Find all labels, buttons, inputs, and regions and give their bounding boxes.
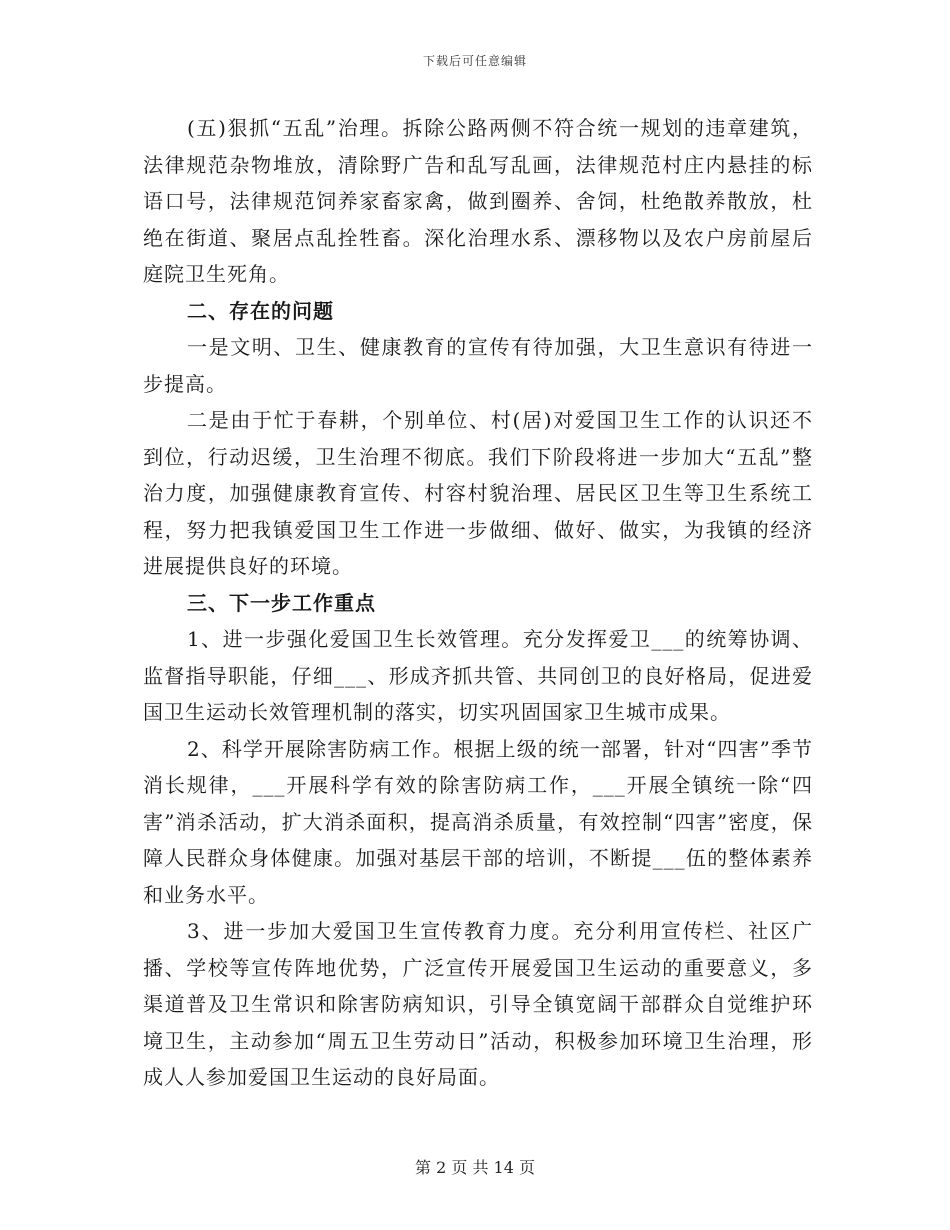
- paragraph-problem-2: 二是由于忙于春耕，个别单位、村(居)对爱国卫生工作的认识还不到位，行动迟缓，卫生治理不彻底。我们下阶段将进一步加大“五乱”整治力度，加强健康教育宣传、村容村貌治理、居民区卫生等卫生系统工程，努力把我镇爱国卫生工作进一步做细、做好、做实，为我镇的经济进展提供良好的环境。: [143, 408, 813, 578]
- document-body: [143, 110, 813, 1096]
- paragraph-problem-1: 一是文明、卫生、健康教育的宣传有待加强，大卫生意识有待进一步提高。: [143, 335, 813, 396]
- paragraph-wuluan-governance: (五)狠抓“五乱”治理。拆除公路两侧不符合统一规划的违章建筑，法律规范杂物堆放，清除野广告和乱写乱画，法律规范村庄内悬挂的标语口号，法律规范饲养家畜家禽，做到圈养、舍饲，杜绝散养散放，杜绝在街道、聚居点乱拴牲畜。深化治理水系、漂移物以及农户房前屋后庭院卫生死角。: [143, 116, 813, 286]
- page-number-footer: 第 2 页 共 14 页: [415, 1158, 535, 1177]
- paragraph-next-step-1: 1、进一步强化爱国卫生长效管理。充分发挥爱卫___的统筹协调、监督指导职能，仔细___、形成齐抓共管、共同创卫的良好格局，促进爱国卫生运动长效管理机制的落实，切实巩固国家卫生城市成果。: [143, 627, 813, 724]
- section-heading-problems: 二、存在的问题: [187, 298, 334, 323]
- paragraph-next-step-2: 2、科学开展除害防病工作。根据上级的统一部署，针对“四害”季节消长规律，___开展科学有效的除害防病工作，___开展全镇统一除“四害”消杀活动，扩大消杀面积，提高消杀质量，有效控制“四害”密度，保障人民群众身体健康。加强对基层干部的培训，不断提___伍的整体素养和业务水平。: [143, 736, 813, 907]
- header-note: 下载后可任意编辑: [422, 54, 527, 68]
- paragraph-next-step-3: 3、进一步加大爱国卫生宣传教育力度。充分利用宣传栏、社区广播、学校等宣传阵地优势，广泛宣传开展爱国卫生运动的重要意义，多渠道普及卫生常识和除害防病知识，引导全镇宽阔干部群众自觉维护环境卫生，主动参加“周五卫生劳动日”活动，积极参加环境卫生治理，形成人人参加爱国卫生运动的良好局面。: [143, 919, 813, 1089]
- section-heading-next-steps: 三、下一步工作重点: [187, 590, 376, 615]
